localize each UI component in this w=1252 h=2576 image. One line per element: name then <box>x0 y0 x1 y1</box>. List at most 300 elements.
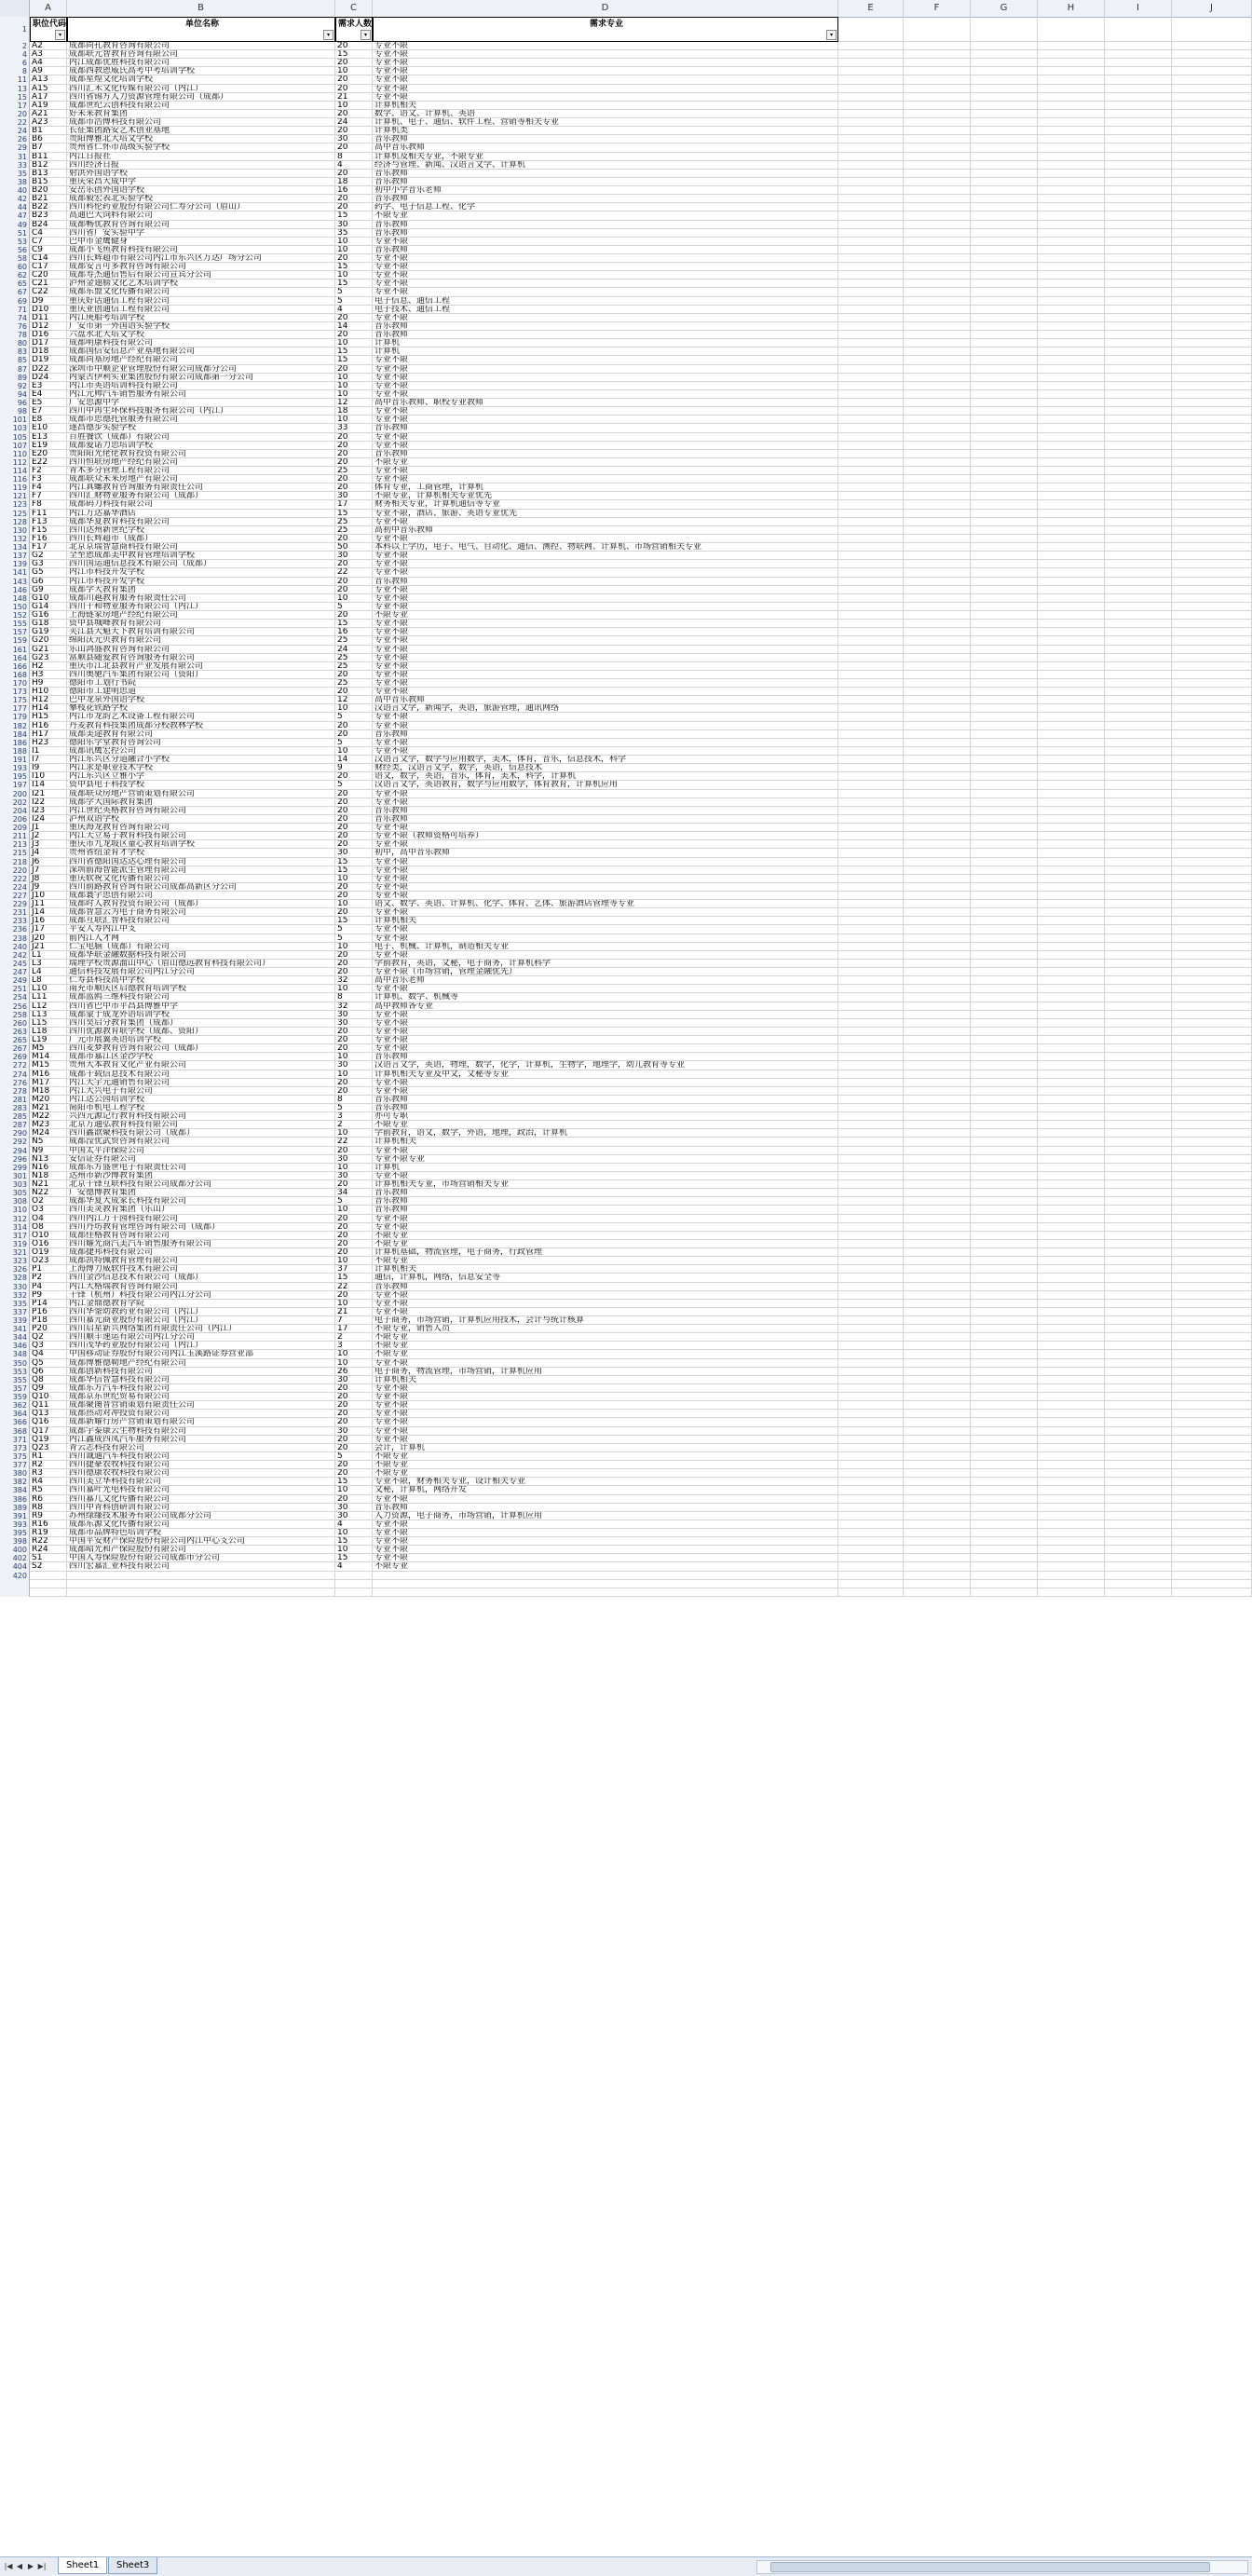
row-header[interactable]: 236 <box>0 925 30 934</box>
job-code-cell[interactable]: Q16 <box>30 1418 67 1426</box>
empty-cell[interactable] <box>838 424 904 432</box>
empty-cell[interactable] <box>838 492 904 500</box>
empty-cell[interactable] <box>971 288 1038 296</box>
row-header[interactable]: 281 <box>0 1096 30 1104</box>
empty-cell[interactable] <box>1038 221 1105 229</box>
demand-count-cell[interactable]: 20 <box>335 908 373 917</box>
empty-cell[interactable] <box>971 306 1038 314</box>
demand-count-cell[interactable]: 10 <box>335 1546 373 1554</box>
row-header[interactable]: 393 <box>0 1520 30 1529</box>
empty-cell[interactable] <box>1105 1504 1172 1512</box>
empty-cell[interactable] <box>1105 1206 1172 1214</box>
empty-cell[interactable] <box>838 1087 904 1096</box>
job-code-cell[interactable]: F15 <box>30 526 67 535</box>
empty-cell[interactable] <box>904 1300 971 1308</box>
empty-cell[interactable] <box>971 934 1038 943</box>
row-header[interactable]: 101 <box>0 416 30 424</box>
job-code-cell[interactable]: C4 <box>30 229 67 238</box>
major-cell[interactable]: 专业不限 <box>373 433 838 442</box>
job-code-cell[interactable]: I7 <box>30 756 67 764</box>
major-cell[interactable]: 专业不限 <box>373 1554 838 1562</box>
demand-count-cell[interactable]: 5 <box>335 713 373 721</box>
demand-count-cell[interactable]: 16 <box>335 628 373 636</box>
empty-cell[interactable] <box>1105 1053 1172 1061</box>
empty-cell[interactable] <box>1038 1087 1105 1096</box>
empty-cell[interactable] <box>1038 1036 1105 1044</box>
empty-cell[interactable] <box>1172 484 1252 492</box>
empty-cell[interactable] <box>1172 365 1252 374</box>
empty-cell[interactable] <box>1172 586 1252 594</box>
empty-cell[interactable] <box>904 568 971 577</box>
empty-cell[interactable] <box>1038 170 1105 178</box>
empty-cell[interactable] <box>904 1495 971 1504</box>
empty-cell[interactable] <box>971 1512 1038 1520</box>
demand-count-cell[interactable]: 25 <box>335 679 373 688</box>
company-name-cell[interactable]: 内江达公园培训学校 <box>67 1096 335 1104</box>
empty-cell[interactable] <box>904 824 971 832</box>
empty-cell[interactable] <box>838 1129 904 1138</box>
row-header[interactable]: 4 <box>0 50 30 59</box>
empty-cell[interactable] <box>1038 943 1105 951</box>
empty-cell[interactable] <box>838 840 904 849</box>
empty-cell[interactable] <box>1105 1180 1172 1189</box>
company-name-cell[interactable]: 苏州绿缘技术服务有限公司成都分公司 <box>67 1512 335 1520</box>
empty-cell[interactable] <box>1038 1452 1105 1461</box>
empty-cell[interactable] <box>971 1079 1038 1087</box>
major-cell[interactable]: 计算机相关 <box>373 917 838 925</box>
empty-cell[interactable] <box>971 442 1038 450</box>
empty-cell[interactable] <box>1105 960 1172 968</box>
empty-cell[interactable] <box>971 951 1038 960</box>
empty-cell[interactable] <box>904 229 971 238</box>
major-cell[interactable]: 专业不限 <box>373 671 838 679</box>
row-header[interactable]: 22 <box>0 118 30 127</box>
empty-cell[interactable] <box>1105 764 1172 772</box>
empty-cell[interactable] <box>1105 178 1172 186</box>
empty-cell[interactable] <box>838 1121 904 1129</box>
empty-cell[interactable] <box>971 1248 1038 1257</box>
major-cell[interactable]: 专业不限 <box>373 866 838 875</box>
company-name-cell[interactable]: 四川国运通信息技术有限公司（成都） <box>67 560 335 568</box>
empty-cell[interactable] <box>971 1053 1038 1061</box>
demand-count-cell[interactable]: 10 <box>335 875 373 883</box>
empty-cell[interactable] <box>1172 1189 1252 1197</box>
company-name-cell[interactable]: 成都国信安信息产业基地有限公司 <box>67 348 335 356</box>
row-header[interactable]: 166 <box>0 662 30 671</box>
job-code-cell[interactable]: H17 <box>30 730 67 739</box>
empty-cell[interactable] <box>1172 679 1252 688</box>
job-code-cell[interactable]: E7 <box>30 407 67 416</box>
empty-cell[interactable] <box>904 322 971 331</box>
empty-cell[interactable] <box>838 1436 904 1444</box>
major-cell[interactable]: 专业不限 <box>373 1546 838 1554</box>
empty-cell[interactable] <box>838 221 904 229</box>
demand-count-cell[interactable]: 20 <box>335 458 373 467</box>
row-header[interactable]: 231 <box>0 908 30 917</box>
row-header[interactable]: 265 <box>0 1036 30 1044</box>
job-code-cell[interactable]: I10 <box>30 772 67 781</box>
company-name-cell[interactable]: 四川丹坊教育管理咨询有限公司（成都） <box>67 1223 335 1232</box>
empty-cell[interactable] <box>1038 407 1105 416</box>
company-name-cell[interactable]: 四川省锦方人力资源管理有限公司（成都） <box>67 93 335 102</box>
company-name-cell[interactable]: 成都毅宏表北实验学校 <box>67 195 335 203</box>
major-cell[interactable]: 专业不限 <box>373 1436 838 1444</box>
empty-cell[interactable] <box>1105 1223 1172 1232</box>
empty-cell[interactable] <box>838 586 904 594</box>
empty-cell[interactable] <box>971 1002 1038 1011</box>
empty-cell[interactable] <box>838 475 904 484</box>
job-code-cell[interactable]: L8 <box>30 976 67 985</box>
empty-cell[interactable] <box>971 1401 1038 1410</box>
job-code-cell[interactable]: C22 <box>30 288 67 296</box>
demand-count-cell[interactable]: 20 <box>335 195 373 203</box>
empty-cell[interactable] <box>971 1223 1038 1232</box>
row-header[interactable]: 263 <box>0 1028 30 1036</box>
empty-cell[interactable] <box>1172 433 1252 442</box>
company-name-cell[interactable]: 四川奥驰汽车集团有限公司（资阳） <box>67 671 335 679</box>
empty-cell[interactable] <box>971 178 1038 186</box>
company-name-cell[interactable]: 四川宏嘉汇业科技有限公司 <box>67 1562 335 1571</box>
job-code-cell[interactable]: B24 <box>30 221 67 229</box>
empty-cell[interactable] <box>1105 1562 1172 1571</box>
empty-cell[interactable] <box>1105 1342 1172 1350</box>
demand-count-cell[interactable]: 20 <box>335 1495 373 1504</box>
demand-count-cell[interactable]: 30 <box>335 1155 373 1164</box>
job-code-cell[interactable]: M17 <box>30 1079 67 1087</box>
empty-cell[interactable] <box>904 221 971 229</box>
header-company-name[interactable] <box>67 17 335 42</box>
demand-count-cell[interactable]: 10 <box>335 416 373 424</box>
major-cell[interactable]: 不限专业 <box>373 1232 838 1240</box>
empty-cell[interactable] <box>1105 484 1172 492</box>
demand-count-cell[interactable]: 32 <box>335 1002 373 1011</box>
demand-count-cell[interactable]: 15 <box>335 1274 373 1282</box>
empty-cell[interactable] <box>904 203 971 211</box>
empty-cell[interactable] <box>971 925 1038 934</box>
empty-cell[interactable] <box>838 892 904 900</box>
demand-count-cell[interactable]: 4 <box>335 161 373 170</box>
empty-cell[interactable] <box>1038 815 1105 824</box>
major-cell[interactable]: 计算机 <box>373 339 838 348</box>
empty-cell[interactable] <box>838 1368 904 1376</box>
empty-cell[interactable] <box>1105 518 1172 526</box>
empty-cell[interactable] <box>971 603 1038 611</box>
empty-cell[interactable] <box>1172 1248 1252 1257</box>
job-code-cell[interactable]: O2 <box>30 1197 67 1206</box>
empty-cell[interactable] <box>838 127 904 135</box>
empty-cell[interactable] <box>1105 356 1172 364</box>
row-header[interactable]: 301 <box>0 1172 30 1180</box>
empty-cell[interactable] <box>1038 594 1105 603</box>
empty-cell[interactable] <box>904 1325 971 1333</box>
company-name-cell[interactable]: 内江万达嘉华酒店 <box>67 510 335 518</box>
row-header[interactable]: 305 <box>0 1189 30 1197</box>
company-name-cell[interactable]: 四川省德阳国达达心理有限公司 <box>67 858 335 866</box>
empty-cell[interactable] <box>838 450 904 458</box>
empty-cell[interactable] <box>1105 1189 1172 1197</box>
empty-cell[interactable] <box>971 1232 1038 1240</box>
empty-cell[interactable] <box>838 1172 904 1180</box>
job-code-cell[interactable]: H9 <box>30 679 67 688</box>
major-cell[interactable]: 专业不限 <box>373 390 838 399</box>
empty-cell[interactable] <box>1105 943 1172 951</box>
major-cell[interactable]: 高中教师各专业 <box>373 1002 838 1011</box>
empty-cell[interactable] <box>838 1044 904 1053</box>
major-cell[interactable]: 不限专业 <box>373 1121 838 1129</box>
row-header[interactable]: 278 <box>0 1087 30 1096</box>
demand-count-cell[interactable]: 8 <box>335 153 373 161</box>
empty-cell[interactable] <box>1105 203 1172 211</box>
major-cell[interactable]: 音乐教师 <box>373 450 838 458</box>
empty-cell[interactable] <box>1172 254 1252 263</box>
empty-cell[interactable] <box>838 900 904 908</box>
major-cell[interactable]: 专业不限 <box>373 790 838 798</box>
job-code-cell[interactable]: A9 <box>30 67 67 75</box>
empty-cell[interactable] <box>838 1308 904 1316</box>
job-code-cell[interactable]: O10 <box>30 1232 67 1240</box>
row-header[interactable] <box>0 1588 30 1597</box>
row-header[interactable]: 24 <box>0 127 30 135</box>
major-cell[interactable]: 计算机相关 <box>373 1376 838 1384</box>
job-code-cell[interactable]: I9 <box>30 764 67 772</box>
row-header[interactable]: 51 <box>0 229 30 238</box>
job-code-cell[interactable]: R6 <box>30 1495 67 1504</box>
empty-cell[interactable] <box>904 433 971 442</box>
job-code-cell[interactable]: A15 <box>30 85 67 93</box>
job-code-cell[interactable]: L3 <box>30 960 67 968</box>
empty-cell[interactable] <box>1038 1240 1105 1248</box>
major-cell[interactable]: 高中音乐老师 <box>373 976 838 985</box>
empty-cell[interactable] <box>1038 688 1105 696</box>
major-cell[interactable]: 计算机、电子、通信、软件工程、营销等相关专业 <box>373 118 838 127</box>
empty-cell[interactable] <box>904 1333 971 1342</box>
company-name-cell[interactable]: 成都佳格教育咨询有限公司 <box>67 1232 335 1240</box>
empty-cell[interactable] <box>1038 1112 1105 1121</box>
empty-cell[interactable] <box>1105 492 1172 500</box>
empty-cell[interactable] <box>838 467 904 475</box>
empty-cell[interactable] <box>838 943 904 951</box>
empty-cell[interactable] <box>971 1504 1038 1512</box>
row-header[interactable]: 362 <box>0 1401 30 1410</box>
empty-cell[interactable] <box>1105 407 1172 416</box>
row-header[interactable]: 112 <box>0 458 30 467</box>
job-code-cell[interactable]: G5 <box>30 568 67 577</box>
empty-cell[interactable] <box>971 93 1038 102</box>
empty-cell[interactable] <box>971 662 1038 671</box>
empty-cell[interactable] <box>1038 246 1105 254</box>
empty-cell[interactable] <box>904 1368 971 1376</box>
demand-count-cell[interactable]: 3 <box>335 1342 373 1350</box>
job-code-cell[interactable]: I23 <box>30 807 67 815</box>
empty-cell[interactable] <box>1038 628 1105 636</box>
empty-cell[interactable] <box>904 1410 971 1418</box>
major-cell[interactable]: 专业不限 <box>373 238 838 246</box>
row-header[interactable]: 355 <box>0 1376 30 1384</box>
major-cell[interactable]: 不限专业 <box>373 211 838 220</box>
row-header[interactable]: 328 <box>0 1274 30 1282</box>
empty-cell[interactable] <box>1038 654 1105 662</box>
job-code-cell[interactable]: Q2 <box>30 1333 67 1342</box>
empty-cell[interactable] <box>1038 416 1105 424</box>
empty-cell[interactable] <box>838 790 904 798</box>
empty-cell[interactable] <box>1172 696 1252 704</box>
job-code-cell[interactable]: L4 <box>30 968 67 976</box>
empty-cell[interactable] <box>1038 985 1105 993</box>
row-header[interactable]: 200 <box>0 790 30 798</box>
demand-count-cell[interactable]: 20 <box>335 578 373 586</box>
empty-cell[interactable] <box>1172 1554 1252 1562</box>
demand-count-cell[interactable]: 10 <box>335 1053 373 1061</box>
empty-cell[interactable] <box>1172 1580 1252 1588</box>
empty-cell[interactable] <box>971 1104 1038 1112</box>
major-cell[interactable]: 专业不限 <box>373 925 838 934</box>
empty-cell[interactable] <box>1105 433 1172 442</box>
empty-cell[interactable] <box>904 866 971 875</box>
empty-cell[interactable] <box>971 1028 1038 1036</box>
empty-cell[interactable] <box>904 1384 971 1393</box>
demand-count-cell[interactable]: 15 <box>335 50 373 59</box>
empty-cell[interactable] <box>838 1512 904 1520</box>
empty-cell[interactable] <box>971 254 1038 263</box>
job-code-cell[interactable]: E10 <box>30 424 67 432</box>
empty-cell[interactable] <box>838 229 904 238</box>
empty-cell[interactable] <box>971 1180 1038 1189</box>
row-header[interactable]: 220 <box>0 866 30 875</box>
empty-cell[interactable] <box>1105 1436 1172 1444</box>
demand-count-cell[interactable]: 15 <box>335 510 373 518</box>
empty-cell[interactable] <box>971 1129 1038 1138</box>
empty-cell[interactable] <box>838 1469 904 1478</box>
demand-count-cell[interactable]: 20 <box>335 484 373 492</box>
empty-cell[interactable] <box>971 730 1038 739</box>
row-header[interactable]: 377 <box>0 1461 30 1469</box>
major-cell[interactable]: 音乐教师 <box>373 1197 838 1206</box>
empty-cell[interactable] <box>1172 756 1252 764</box>
empty-cell[interactable] <box>838 722 904 730</box>
empty-cell[interactable] <box>971 764 1038 772</box>
empty-cell[interactable] <box>1105 1028 1172 1036</box>
company-name-cell[interactable]: 内江真螺教育咨询服务有限责任公司 <box>67 484 335 492</box>
row-header[interactable]: 177 <box>0 704 30 713</box>
empty-cell[interactable] <box>1038 1495 1105 1504</box>
job-code-cell[interactable]: A21 <box>30 110 67 118</box>
empty-cell[interactable] <box>1105 246 1172 254</box>
empty-cell[interactable] <box>1172 628 1252 636</box>
empty-cell[interactable] <box>971 628 1038 636</box>
next-sheet-icon[interactable]: ▶ <box>27 2562 34 2570</box>
major-cell[interactable]: 音乐教师 <box>373 229 838 238</box>
empty-cell[interactable] <box>1172 646 1252 654</box>
demand-count-cell[interactable]: 20 <box>335 433 373 442</box>
empty-cell[interactable] <box>1038 807 1105 815</box>
row-header[interactable]: 58 <box>0 254 30 263</box>
empty-cell[interactable] <box>1038 722 1105 730</box>
empty-cell[interactable] <box>971 1342 1038 1350</box>
job-code-cell[interactable]: I21 <box>30 790 67 798</box>
empty-cell[interactable] <box>971 1436 1038 1444</box>
empty-cell[interactable] <box>1172 832 1252 840</box>
empty-cell[interactable] <box>971 1215 1038 1223</box>
company-name-cell[interactable]: 成都凯特佩教育管理有限公司 <box>67 1257 335 1265</box>
empty-cell[interactable] <box>1038 849 1105 857</box>
filter-dropdown-icon[interactable]: ▾ <box>361 30 371 40</box>
empty-cell[interactable] <box>904 211 971 220</box>
empty-cell[interactable] <box>971 153 1038 161</box>
company-name-cell[interactable]: 贵州省纽金育才学校 <box>67 849 335 857</box>
empty-cell[interactable] <box>1038 450 1105 458</box>
demand-count-cell[interactable]: 20 <box>335 722 373 730</box>
empty-cell[interactable] <box>1105 1087 1172 1096</box>
demand-count-cell[interactable]: 10 <box>335 374 373 382</box>
row-header[interactable]: 62 <box>0 271 30 279</box>
major-cell[interactable]: 专业不限 <box>373 42 838 50</box>
empty-cell[interactable] <box>1105 195 1172 203</box>
empty-cell[interactable] <box>1038 518 1105 526</box>
demand-count-cell[interactable]: 10 <box>335 1350 373 1358</box>
empty-cell[interactable] <box>1038 1520 1105 1529</box>
empty-cell[interactable] <box>904 636 971 645</box>
demand-count-cell[interactable]: 25 <box>335 662 373 671</box>
company-name-cell[interactable]: 四川美灵教育集团（乐山） <box>67 1206 335 1214</box>
job-code-cell[interactable]: A17 <box>30 93 67 102</box>
major-cell[interactable]: 音乐教师 <box>373 1504 838 1512</box>
empty-cell[interactable] <box>1038 1147 1105 1155</box>
empty-cell[interactable] <box>1105 934 1172 943</box>
demand-count-cell[interactable]: 5 <box>335 603 373 611</box>
major-cell[interactable]: 专业不限 <box>373 739 838 747</box>
demand-count-cell[interactable]: 10 <box>335 985 373 993</box>
row-header[interactable]: 350 <box>0 1359 30 1368</box>
company-name-cell[interactable]: 四川启星新兴网络集团有限责任公司（内江） <box>67 1325 335 1333</box>
company-name-cell[interactable]: 仁寿县科技高中学校 <box>67 976 335 985</box>
empty-cell[interactable] <box>1105 824 1172 832</box>
demand-count-cell[interactable]: 25 <box>335 467 373 475</box>
demand-count-cell[interactable]: 5 <box>335 739 373 747</box>
row-header[interactable]: 310 <box>0 1206 30 1214</box>
empty-cell[interactable] <box>1172 1121 1252 1129</box>
row-header[interactable]: 317 <box>0 1232 30 1240</box>
empty-cell[interactable] <box>1172 1537 1252 1546</box>
row-header[interactable]: 256 <box>0 1002 30 1011</box>
demand-count-cell[interactable]: 5 <box>335 288 373 296</box>
empty-cell[interactable] <box>1105 976 1172 985</box>
empty-cell[interactable] <box>838 1053 904 1061</box>
empty-cell[interactable] <box>971 1257 1038 1265</box>
company-name-cell[interactable]: 四川省广安实验中学 <box>67 229 335 238</box>
empty-cell[interactable] <box>1105 1274 1172 1282</box>
demand-count-cell[interactable]: 10 <box>335 67 373 75</box>
empty-cell[interactable] <box>971 781 1038 789</box>
empty-cell[interactable] <box>838 442 904 450</box>
empty-cell[interactable] <box>838 178 904 186</box>
empty-cell[interactable] <box>904 314 971 322</box>
row-header[interactable]: 330 <box>0 1283 30 1291</box>
empty-cell[interactable] <box>1105 221 1172 229</box>
empty-cell[interactable] <box>1105 756 1172 764</box>
demand-count-cell[interactable]: 10 <box>335 1359 373 1368</box>
job-code-cell[interactable]: F11 <box>30 510 67 518</box>
company-name-cell[interactable]: 四川达州新世纪学校 <box>67 526 335 535</box>
empty-cell[interactable] <box>1038 1554 1105 1562</box>
major-cell[interactable]: 专业不限 <box>373 713 838 721</box>
empty-cell[interactable] <box>904 713 971 721</box>
empty-cell[interactable] <box>1038 781 1105 789</box>
row-header[interactable]: 204 <box>0 807 30 815</box>
empty-cell[interactable] <box>971 50 1038 59</box>
empty-cell[interactable] <box>971 1036 1038 1044</box>
empty-cell[interactable] <box>1038 1384 1105 1393</box>
empty-cell[interactable] <box>1172 925 1252 934</box>
